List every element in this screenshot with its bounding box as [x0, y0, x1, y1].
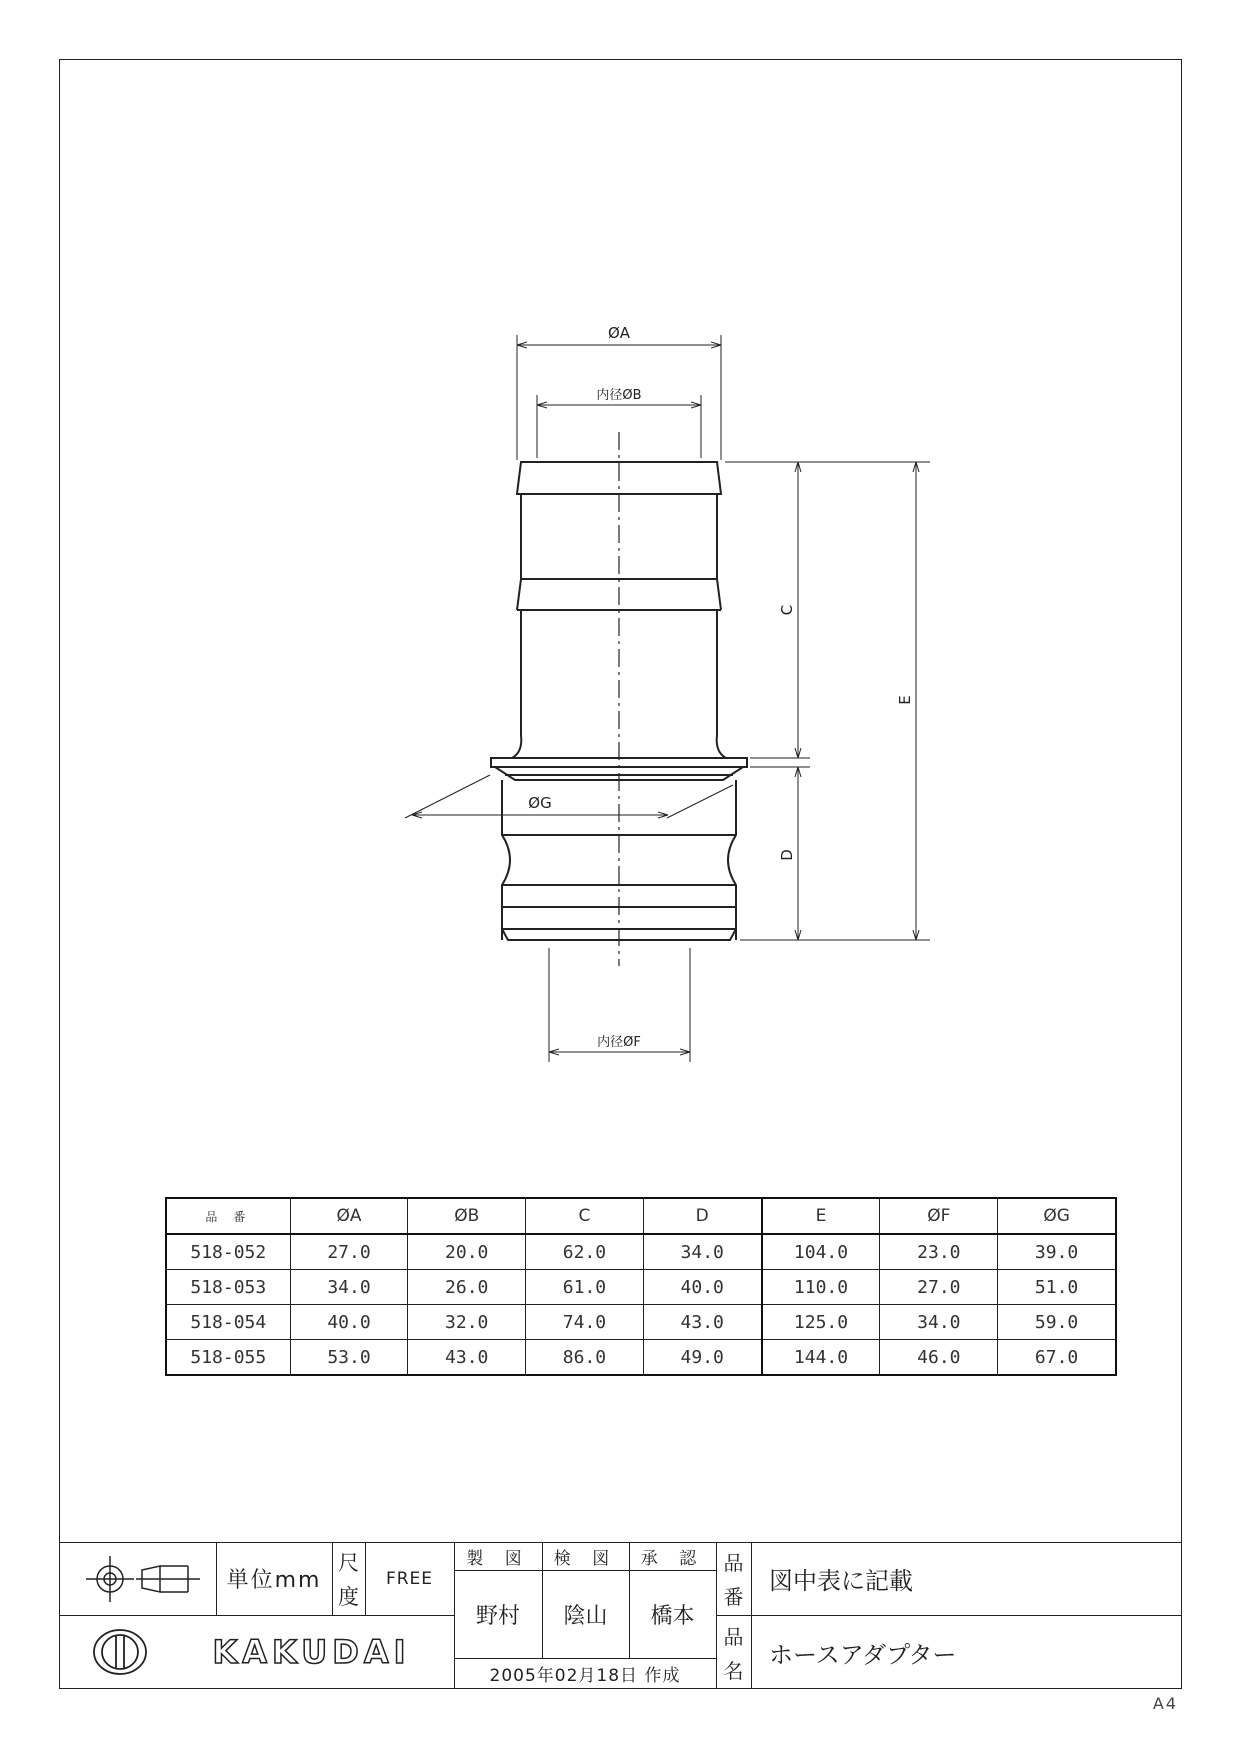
- table-row: [166, 1305, 1116, 1340]
- checked-label: 検 図: [553, 1548, 618, 1569]
- dimension-c: [725, 462, 930, 767]
- cell: 26.0: [408, 1270, 526, 1305]
- cell: 518-052: [166, 1234, 290, 1270]
- cell: 27.0: [880, 1270, 998, 1305]
- header-d: D: [643, 1198, 761, 1234]
- drawn-by: 野村: [475, 1603, 520, 1629]
- scale-label-1: 尺: [338, 1550, 359, 1575]
- cell: 34.0: [290, 1270, 408, 1305]
- header-dia-a: ØA: [290, 1198, 408, 1234]
- cell: 86.0: [526, 1340, 644, 1376]
- header-dia-b: ØB: [408, 1198, 526, 1234]
- date-created: 2005年02月18日 作成: [489, 1666, 681, 1686]
- cell: 74.0: [526, 1305, 644, 1340]
- cell: 40.0: [290, 1305, 408, 1340]
- cell: 27.0: [290, 1234, 408, 1270]
- label-e: E: [896, 695, 914, 705]
- cell: 53.0: [290, 1340, 408, 1376]
- cell: 125.0: [762, 1305, 880, 1340]
- cell: 39.0: [998, 1234, 1116, 1270]
- label-dia-a: ØA: [607, 324, 631, 342]
- cell: 20.0: [408, 1234, 526, 1270]
- table-row: [166, 1234, 1116, 1270]
- cell: 67.0: [998, 1340, 1116, 1376]
- checked-by: 陰山: [563, 1603, 608, 1629]
- table-row: [166, 1340, 1116, 1376]
- label-d: D: [778, 849, 796, 861]
- cell: 518-055: [166, 1340, 290, 1376]
- table-row: [166, 1270, 1116, 1305]
- cell: 518-054: [166, 1305, 290, 1340]
- cell: 61.0: [526, 1270, 644, 1305]
- company-name: KAKUDAI: [212, 1633, 411, 1671]
- cell: 144.0: [762, 1340, 880, 1376]
- part-no-label-2: 番: [723, 1584, 744, 1609]
- label-c: C: [778, 604, 796, 616]
- cell: 46.0: [880, 1340, 998, 1376]
- cell: 62.0: [526, 1234, 644, 1270]
- cell: 59.0: [998, 1305, 1116, 1340]
- cell: 43.0: [643, 1305, 761, 1340]
- header-dia-g: ØG: [998, 1198, 1116, 1234]
- cell: 51.0: [998, 1270, 1116, 1305]
- cell: 23.0: [880, 1234, 998, 1270]
- part-no-value: 図中表に記載: [769, 1567, 913, 1595]
- cell: 43.0: [408, 1340, 526, 1376]
- cell: 104.0: [762, 1234, 880, 1270]
- drawn-label: 製 図: [466, 1548, 530, 1569]
- cell: 518-053: [166, 1270, 290, 1305]
- cell: 40.0: [643, 1270, 761, 1305]
- label-inner-dia-f: 内径ØF: [597, 1035, 641, 1050]
- cell: 32.0: [408, 1305, 526, 1340]
- part-name-label-1: 品: [723, 1624, 744, 1649]
- part-no-label-1: 品: [723, 1550, 744, 1575]
- dimension-d: [740, 767, 930, 940]
- dimension-dia-g: [405, 775, 733, 818]
- title-block: [59, 1542, 1182, 1689]
- sheet-size: A4: [1152, 1694, 1178, 1713]
- table-header-row: [166, 1198, 1116, 1234]
- part-name-label-2: 名: [723, 1658, 744, 1683]
- spec-table: [165, 1197, 1117, 1376]
- approved-label: 承 認: [640, 1548, 705, 1569]
- scale-label-2: 度: [338, 1584, 359, 1609]
- cell: 34.0: [880, 1305, 998, 1340]
- label-inner-dia-b: 内径ØB: [596, 388, 642, 403]
- cell: 34.0: [643, 1234, 761, 1270]
- label-dia-g: ØG: [528, 794, 552, 812]
- part-name-value: ホースアダプター: [769, 1640, 957, 1669]
- cell: 49.0: [643, 1340, 761, 1376]
- header-dia-f: ØF: [880, 1198, 998, 1234]
- cell: 110.0: [762, 1270, 880, 1305]
- unit-label: 単位mm: [226, 1568, 322, 1593]
- scale-value: FREE: [385, 1568, 434, 1589]
- header-part-no: 品 番: [166, 1198, 290, 1234]
- header-e: E: [762, 1198, 880, 1234]
- approved-by: 橋本: [650, 1603, 695, 1629]
- header-c: C: [526, 1198, 644, 1234]
